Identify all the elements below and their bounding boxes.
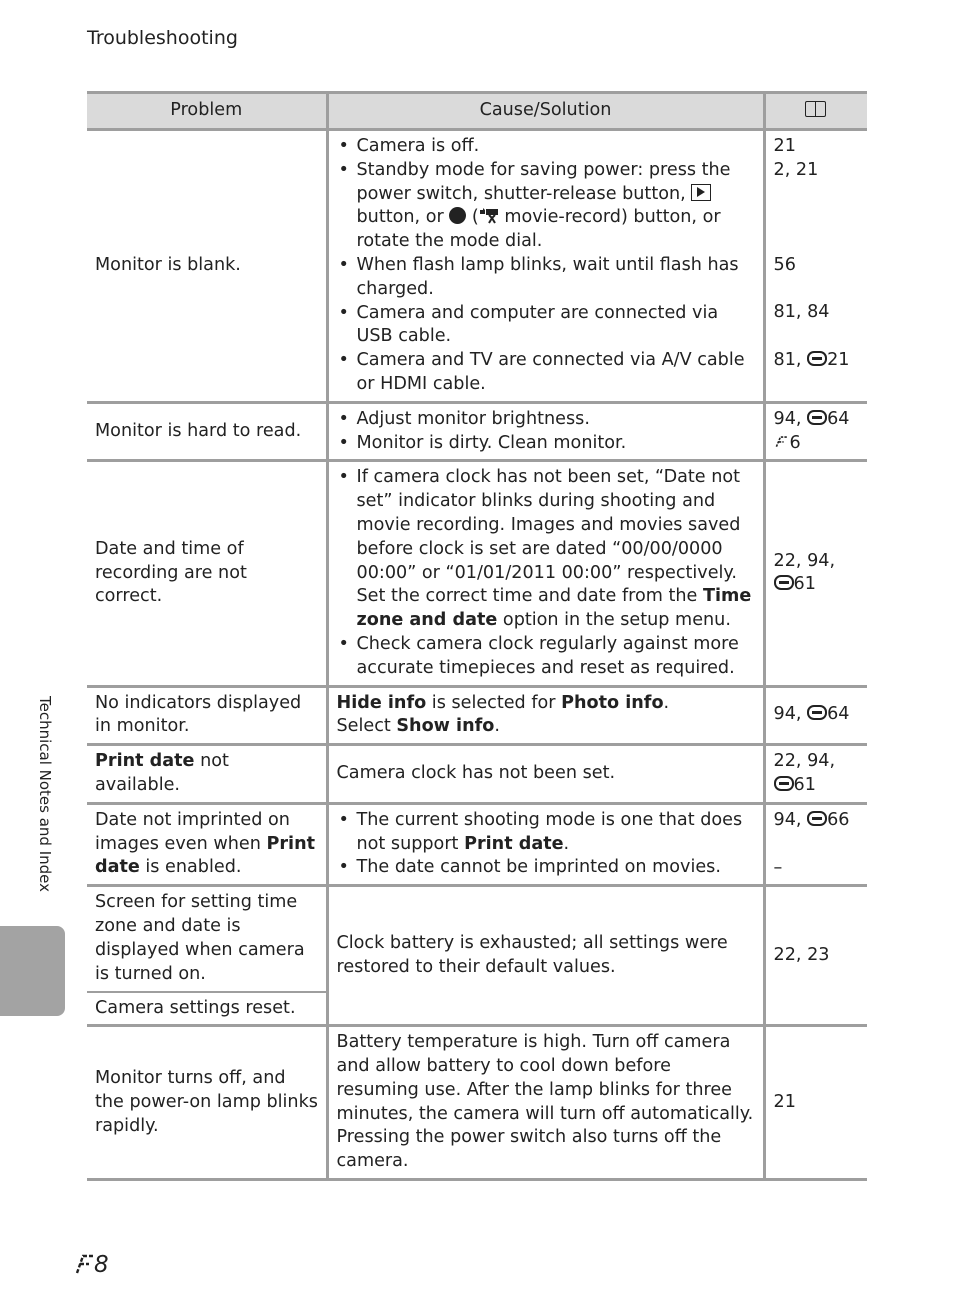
section-title: Troubleshooting [87, 27, 238, 49]
ref-cell [764, 130, 867, 403]
table-row [87, 803, 867, 886]
header-problem: Problem [87, 93, 327, 130]
table-row [87, 1026, 867, 1180]
problem-cell: Date and time of recording are not correct. [87, 461, 327, 686]
side-tab-label: Technical Notes and Index [36, 696, 54, 893]
ref-cell: 21 [764, 1026, 867, 1180]
cause-bullet: • If camera clock has not been set, “Date not set” indicator blinks during shooting and movie recording. Images and movies saved before clock is set are dated “00/00/0000 00:00” or “01/01/2011 00:00” respectively. Set the correct time and date from the Time zone and date option in the setup menu. [357, 466, 756, 633]
problem-cell: Screen for setting time zone and date is displayed when camera is turned on. [87, 886, 327, 992]
side-tab [0, 926, 65, 1016]
table-row [87, 686, 867, 745]
ref-cell [764, 686, 867, 745]
cause-bullet: • The date cannot be imprinted on movies. [357, 856, 756, 880]
cause-cell [327, 402, 764, 461]
section-e-icon [807, 410, 827, 425]
cause-bullet: • Camera is off. [357, 135, 756, 159]
book-icon [805, 101, 827, 117]
problem-cell: Monitor turns off, and the power-on lamp blinks rapidly. [87, 1026, 327, 1180]
ref-cell [764, 461, 867, 686]
ref-page: – [773, 857, 783, 878]
page-number: 8 [74, 1252, 109, 1278]
section-e-icon [807, 811, 827, 826]
cause-bullet: • The current shooting mode is one that does not support Print date. [357, 809, 756, 857]
ref-page: 21 [773, 136, 796, 156]
movie-camera-icon [479, 208, 499, 224]
ref-page: 81, 21 [773, 350, 850, 371]
play-button-icon [691, 184, 711, 201]
ref-cell: 22, 23 [764, 886, 867, 1026]
cause-bullet: • Check camera clock regularly against more accurate timepieces and reset as required. [357, 633, 756, 681]
ref-page: 61 [774, 774, 861, 798]
header-ref [764, 93, 867, 130]
ref-page: 94, 64 [773, 408, 850, 429]
table-row [87, 745, 867, 804]
section-f-icon [74, 1253, 94, 1275]
troubleshooting-table [87, 91, 867, 1181]
cause-bullet: • Monitor is dirty. Clean monitor. [357, 432, 756, 456]
ref-page: 81, 84 [773, 302, 830, 323]
header-cause: Cause/Solution [327, 93, 764, 130]
cause-bullet: • Camera and computer are connected via USB cable. [357, 302, 756, 350]
section-f-icon [774, 434, 790, 449]
ref-page: 2, 21 [773, 159, 819, 180]
cause-bullet: • Standby mode for saving power: press the power switch, shutter-release button, button, or ( movie-record) button, or rotate the mode dial. [357, 159, 756, 254]
problem-cell: Camera settings reset. [87, 992, 327, 1026]
ref-page: 22, 94, [773, 550, 836, 571]
ref-page: 61 [774, 573, 861, 597]
table-row [87, 130, 867, 403]
section-e-icon [807, 705, 827, 720]
ref-page: 22, 94, [773, 751, 836, 772]
cause-cell: Camera clock has not been set. [327, 745, 764, 804]
cause-cell: Hide info is selected for Photo info. Select Show info. [327, 686, 764, 745]
ref-page: 94, 66 [773, 809, 850, 830]
cause-bullet: • When flash lamp blinks, wait until flash has charged. [357, 254, 756, 302]
ref-cell [764, 402, 867, 461]
section-e-icon [774, 575, 794, 590]
cause-cell: Battery temperature is high. Turn off camera and allow battery to cool down before resuming use. After the lamp blinks for three minutes, the camera will turn off automatically. Pressing the power switch also turns off the camera. [327, 1026, 764, 1180]
cause-bullet: • Camera and TV are connected via A/V cable or HDMI cable. [357, 349, 756, 397]
cause-cell [327, 461, 764, 686]
ref-page: 94, 64 [773, 704, 850, 725]
cause-bullet: • Adjust monitor brightness. [357, 408, 756, 432]
problem-cell: No indicators displayed in monitor. [87, 686, 327, 745]
cause-cell: Clock battery is exhausted; all settings were restored to their default values. [327, 886, 764, 1026]
section-e-icon [774, 776, 794, 791]
problem-cell: Monitor is blank. [87, 130, 327, 403]
ref-cell [764, 803, 867, 886]
ref-page: 56 [773, 254, 796, 275]
record-dot-icon [449, 207, 466, 224]
ref-cell [764, 745, 867, 804]
cause-cell [327, 130, 764, 403]
problem-cell: Print date not available. [87, 745, 327, 804]
problem-cell: Monitor is hard to read. [87, 402, 327, 461]
cause-cell [327, 803, 764, 886]
problem-cell: Date not imprinted on images even when Print date is enabled. [87, 803, 327, 886]
section-e-icon [807, 351, 827, 366]
ref-page: 6 [774, 432, 861, 456]
table-row [87, 402, 867, 461]
table-row [87, 461, 867, 686]
table-row [87, 886, 867, 992]
